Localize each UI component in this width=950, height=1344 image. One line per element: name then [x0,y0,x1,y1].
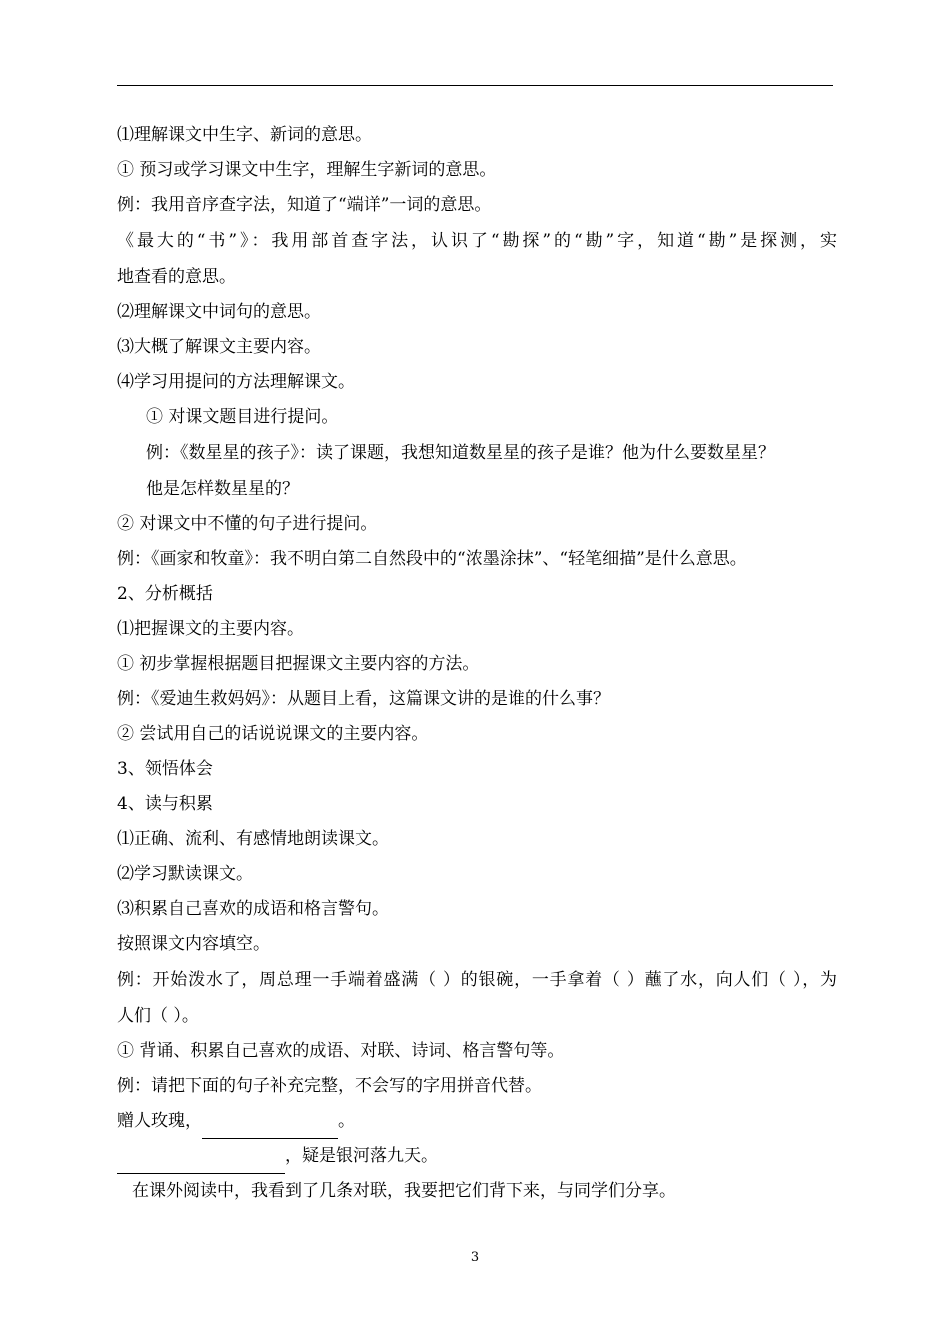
header-rule [117,85,833,86]
text-line: ⑴理解课文中生字、新词的意思。 [117,125,372,145]
text-line: 人们（ ）。 [117,1006,199,1026]
text-line: ① 背诵、积累自己喜欢的成语、对联、诗词、格言警句等。 [117,1041,565,1061]
section-heading: 4、读与积累 [117,794,213,814]
text-line: 例：开始泼水了，周总理一手端着盛满（ ）的银碗，一手拿着（ ）蘸了水，向人们（ ），为 [117,970,837,990]
document-body [117,118,837,1209]
text-line: 例：《爱迪生救妈妈》：从题目上看，这篇课文讲的是谁的什么事？ [117,689,610,709]
text-line: ⑵理解课文中词句的意思。 [117,302,321,322]
fill-in-line [117,1104,837,1139]
page-number: 3 [470,1250,480,1265]
text-line: ⑴正确、流利、有感情地朗读课文。 [117,829,389,849]
text-line: 《最大的“书”》：我用部首查字法，认识了“勘探”的“勘”字，知道“勘”是探测，实 [117,231,837,251]
answer-blank[interactable] [202,1116,338,1139]
text-line: ② 尝试用自己的话说说课文的主要内容。 [117,724,429,744]
text-line: 他是怎样数星星的？ [146,479,299,499]
text-line: ⑵学习默读课文。 [117,864,253,884]
text-line: ① 初步掌握根据题目把握课文主要内容的方法。 [117,654,480,674]
text-line: ② 对课文中不懂的句子进行提问。 [117,514,378,534]
text-line: 地查看的意思。 [117,267,236,287]
fill-in-prefix: 赠人玫瑰， [117,1111,202,1131]
text-line: 在课外阅读中，我看到了几条对联，我要把它们背下来，与同学们分享。 [132,1181,676,1201]
text-line: ⑷学习用提问的方法理解课文。 [117,372,355,392]
text-line: ⑶大概了解课文主要内容。 [117,337,321,357]
answer-blank[interactable] [117,1151,285,1174]
text-line: 例：我用音序查字法，知道了“端详”一词的意思。 [117,195,492,215]
fill-in-suffix: ，疑是银河落九天。 [285,1146,438,1166]
text-line: 例：《数星星的孩子》：读了课题，我想知道数星星的孩子是谁？他为什么要数星星？ [146,443,775,463]
section-heading: 3、领悟体会 [117,759,213,779]
fill-in-line [117,1139,837,1174]
text-line: 例：请把下面的句子补充完整，不会写的字用拼音代替。 [117,1076,542,1096]
text-line: 按照课文内容填空。 [117,934,270,954]
section-heading: 2、分析概括 [117,584,213,604]
text-line: ⑶积累自己喜欢的成语和格言警句。 [117,899,389,919]
text-line: 例：《画家和牧童》：我不明白第二自然段中的“浓墨涂抹”、“轻笔细描”是什么意思。 [117,549,747,569]
text-line: ⑴把握课文的主要内容。 [117,619,304,639]
fill-in-suffix: 。 [338,1111,355,1131]
text-line: ① 预习或学习课文中生字，理解生字新词的意思。 [117,160,497,180]
text-line: ① 对课文题目进行提问。 [146,407,339,427]
